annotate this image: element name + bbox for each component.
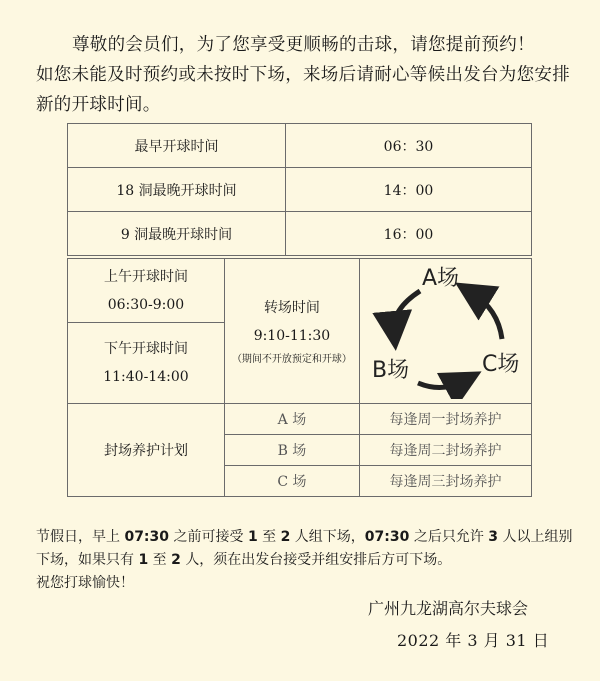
transfer-time: 9:10-11:30 <box>253 328 331 344</box>
table-row <box>68 404 532 435</box>
afternoon-cell <box>68 323 225 404</box>
notice-number: 1 <box>138 552 149 568</box>
afternoon-label: 下午开球时间 <box>103 341 188 358</box>
arrow-b-to-c-icon <box>418 381 464 388</box>
latest-18-label: 18 洞最晚开球时间 <box>68 168 286 212</box>
notice-text: 之后只允许 <box>413 529 484 545</box>
notice-text: 至 <box>152 552 167 568</box>
afternoon-time: 11:40-14:00 <box>103 369 189 386</box>
course-b: B 场 <box>224 435 359 466</box>
latest-18-value: 14：00 <box>286 168 532 212</box>
maintenance-label: 封场养护计划 <box>68 404 225 497</box>
arrow-a-to-b-icon <box>394 291 420 331</box>
notice-time: 07:30 <box>364 529 410 545</box>
table-row <box>68 124 532 168</box>
arrow-c-to-a-icon <box>472 293 502 339</box>
morning-cell <box>68 259 225 323</box>
diagram-a-label: A场 <box>422 266 460 291</box>
notice-number: 1 <box>247 529 258 545</box>
table-row <box>68 259 532 323</box>
table-row <box>68 168 532 212</box>
notice-number: 3 <box>488 529 499 545</box>
course-c: C 场 <box>224 466 359 497</box>
schedule-table <box>67 258 532 497</box>
notice-text: 至 <box>262 529 277 545</box>
morning-label: 上午开球时间 <box>103 268 188 285</box>
latest-9-label: 9 洞最晚开球时间 <box>68 212 286 256</box>
notice-text: 之前可接受 <box>173 529 244 545</box>
intro-line-2: 如您未能及时预约或未按时下场，来场后请耐心等候出发台为您安排新的开球时间。 <box>36 65 570 115</box>
signature-date: 2022 年 3 月 31 日 <box>397 631 550 650</box>
earliest-value: 06：30 <box>286 124 532 168</box>
notice-paragraph <box>36 526 576 572</box>
transfer-cell <box>224 259 359 404</box>
transfer-note: （期间不开放预定和开球） <box>231 354 352 365</box>
organization-signature: 广州九龙湖高尔夫球会 <box>368 599 529 618</box>
notice-text: 人以上组别下场，如果只有 <box>36 529 573 568</box>
holiday-notice <box>36 526 576 595</box>
plan-b: 每逢周二封场养护 <box>359 435 531 466</box>
notice-text: 人，须在出发台接受并组安排后方可下场。 <box>185 552 452 568</box>
intro-text <box>36 30 576 120</box>
intro-line-1: 尊敬的会员们，为了您享受更顺畅的击球，请您提前预约！ <box>72 35 535 55</box>
transfer-label: 转场时间 <box>263 300 320 316</box>
rotation-diagram-cell <box>359 259 531 404</box>
diagram-c-label: C场 <box>482 352 520 377</box>
rotation-diagram <box>360 259 530 399</box>
morning-time: 06:30-9:00 <box>107 296 185 313</box>
notice-text: 节假日，早上 <box>36 529 120 545</box>
course-a: A 场 <box>224 404 359 435</box>
plan-c: 每逢周三封场养护 <box>359 466 531 497</box>
table-row <box>68 212 532 256</box>
notice-number: 2 <box>171 552 181 568</box>
notice-text: 人组下场， <box>294 529 365 545</box>
notice-number: 2 <box>280 529 291 545</box>
earliest-label: 最早开球时间 <box>68 124 286 168</box>
closing-greeting: 祝您打球愉快！ <box>36 575 134 591</box>
notice-time: 07:30 <box>124 529 170 545</box>
diagram-b-label: B场 <box>372 358 410 383</box>
plan-a: 每逢周一封场养护 <box>359 404 531 435</box>
tee-times-table <box>67 123 532 256</box>
latest-9-value: 16：00 <box>286 212 532 256</box>
